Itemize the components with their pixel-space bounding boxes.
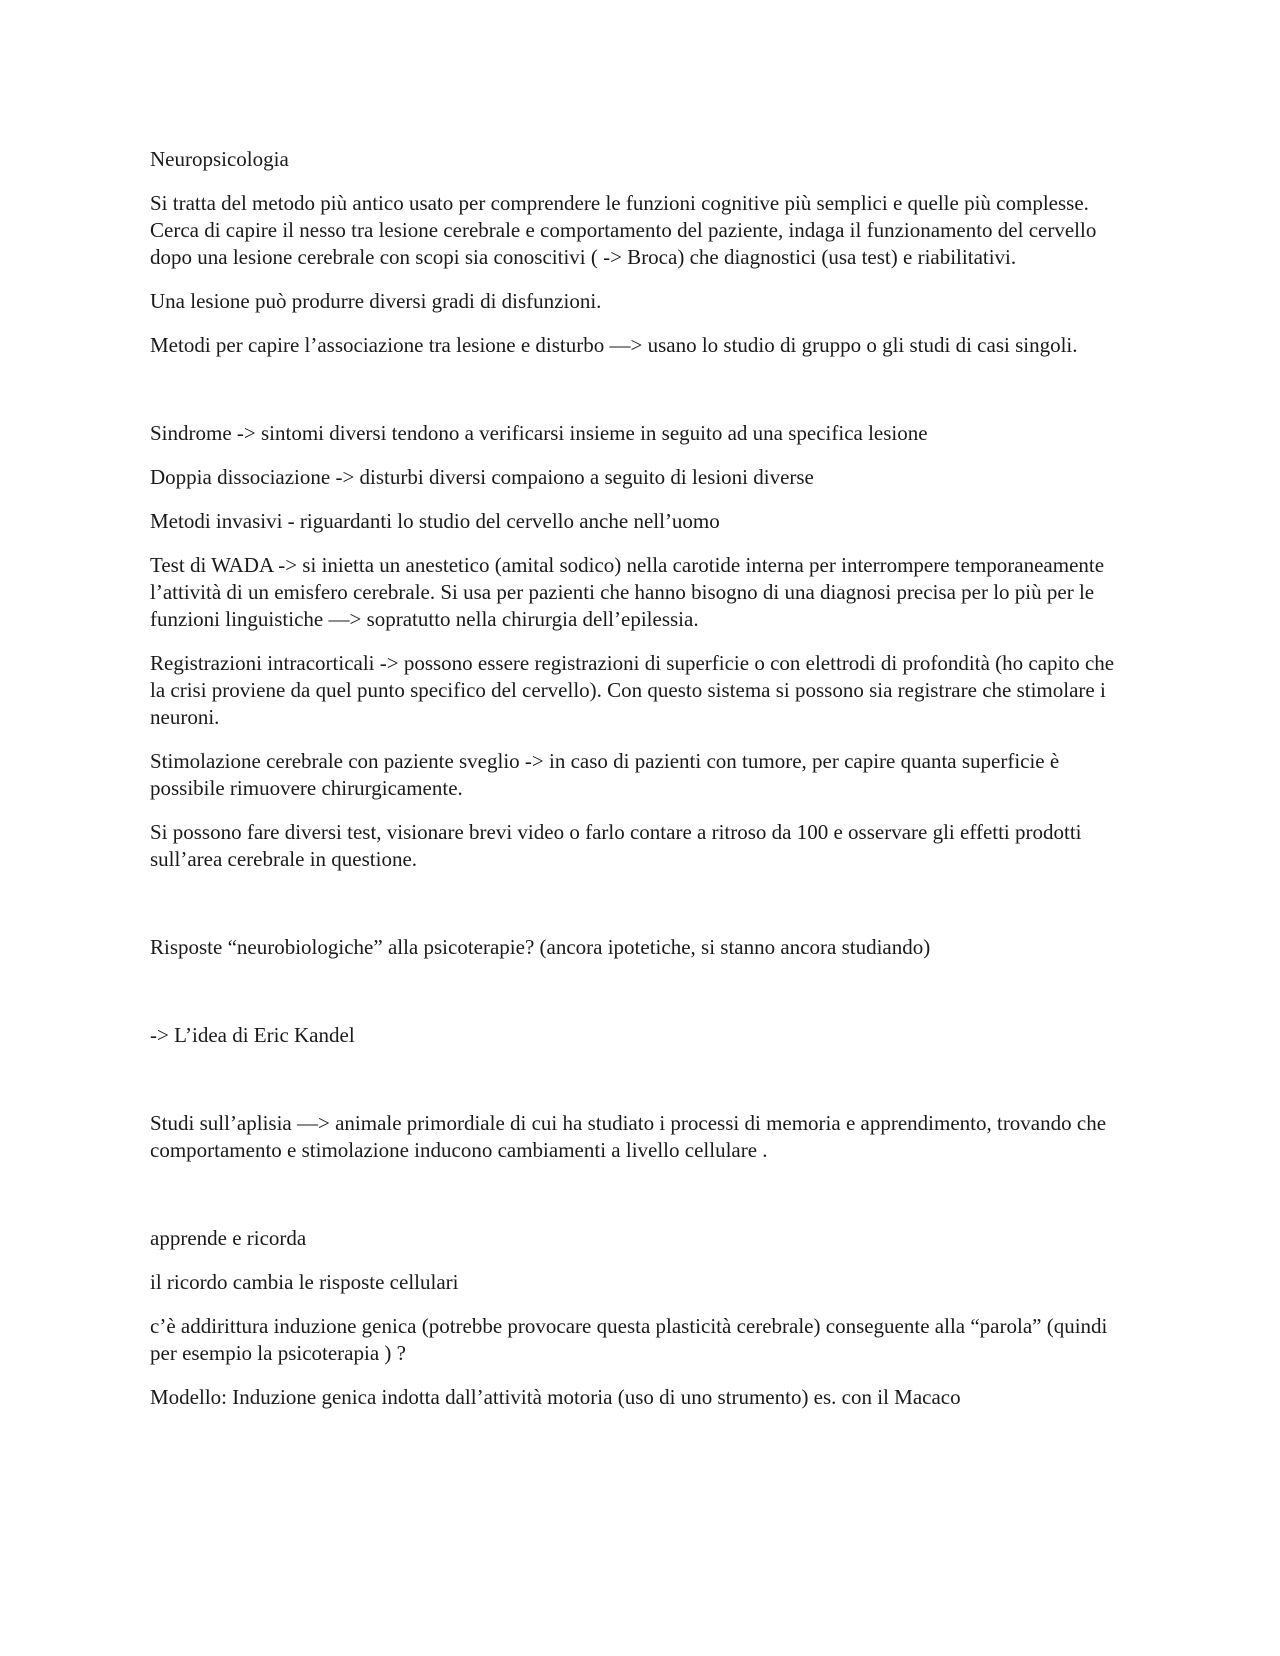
paragraph-wada-test: Test di WADA -> si inietta un anestetico (amital sodico) nella carotide interna per interrompere temporaneamente l’attività di un emisfero cerebrale. Si usa per pazienti che hanno bisogno di una diagnosi precisa per lo più per le funzioni linguistiche —> sopratutto nella chirurgia dell’epilessia. xyxy=(150,553,1105,631)
blank-line xyxy=(150,890,1130,934)
paragraph-tests: Si possono fare diversi test, visionare brevi video o farlo contare a ritroso da 100 e osservare gli effetti prodotti sull’area cerebrale in questione. xyxy=(150,820,1082,871)
paragraph-syndrome: Sindrome -> sintomi diversi tendono a verificarsi insieme in seguito ad una specifica lesione xyxy=(150,421,928,445)
paragraph-aplysia: Studi sull’aplisia —> animale primordiale di cui ha studiato i processi di memoria e apprendimento, trovando che comportamento e stimolazione inducono cambiamenti a livello cellulare . xyxy=(150,1111,1107,1162)
blank-line xyxy=(150,1181,1130,1225)
document-title: Neuropsicologia xyxy=(150,147,289,171)
paragraph-lesion: Una lesione può produrre diversi gradi di disfunzioni. xyxy=(150,289,602,313)
blank-line xyxy=(150,376,1130,420)
blank-line xyxy=(150,1066,1130,1110)
paragraph-gene-induction: c’è addirittura induzione genica (potrebbe provocare questa plasticità cerebrale) conseguente alla “parola” (quindi per esempio la psicoterapia ) ? xyxy=(150,1314,1108,1365)
paragraph-double-dissociation: Doppia dissociazione -> disturbi diversi compaiono a seguito di lesioni diverse xyxy=(150,465,814,489)
document-page xyxy=(150,146,1130,1428)
paragraph-intracortical: Registrazioni intracorticali -> possono essere registrazioni di superficie o con elettrodi di profondità (ho capito che la crisi proviene da quel punto specifico del cervello). Con questo sistema si possono sia registrare che stimolare i neuroni. xyxy=(150,651,1115,729)
paragraph-learns: apprende e ricorda xyxy=(150,1226,307,1250)
paragraph-methods: Metodi per capire l’associazione tra lesione e disturbo —> usano lo studio di gruppo o gli studi di casi singoli. xyxy=(150,333,1078,357)
paragraph-kandel: -> L’idea di Eric Kandel xyxy=(150,1023,355,1047)
paragraph-neurobiological: Risposte “neurobiologiche” alla psicoterapie? (ancora ipotetiche, si stanno ancora studiando) xyxy=(150,935,931,959)
paragraph-intro: Si tratta del metodo più antico usato per comprendere le funzioni cognitive più semplici e quelle più complesse. Cerca di capire il nesso tra lesione cerebrale e comportamento del paziente, indaga il funzionamento del cervello dopo una lesione cerebrale con scopi sia conoscitivi ( -> Broca) che diagnostici (usa test) e riabilitativi. xyxy=(150,191,1097,269)
blank-line xyxy=(150,978,1130,1022)
paragraph-awake-stimulation: Stimolazione cerebrale con paziente sveglio -> in caso di pazienti con tumore, per capire quanta superficie è possibile rimuovere chirurgicamente. xyxy=(150,749,1060,800)
paragraph-invasive-methods: Metodi invasivi - riguardanti lo studio del cervello anche nell’uomo xyxy=(150,509,720,533)
paragraph-model: Modello: Induzione genica indotta dall’attività motoria (uso di uno strumento) es. con il Macaco xyxy=(150,1385,961,1409)
paragraph-memory-cells: il ricordo cambia le risposte cellulari xyxy=(150,1270,459,1294)
